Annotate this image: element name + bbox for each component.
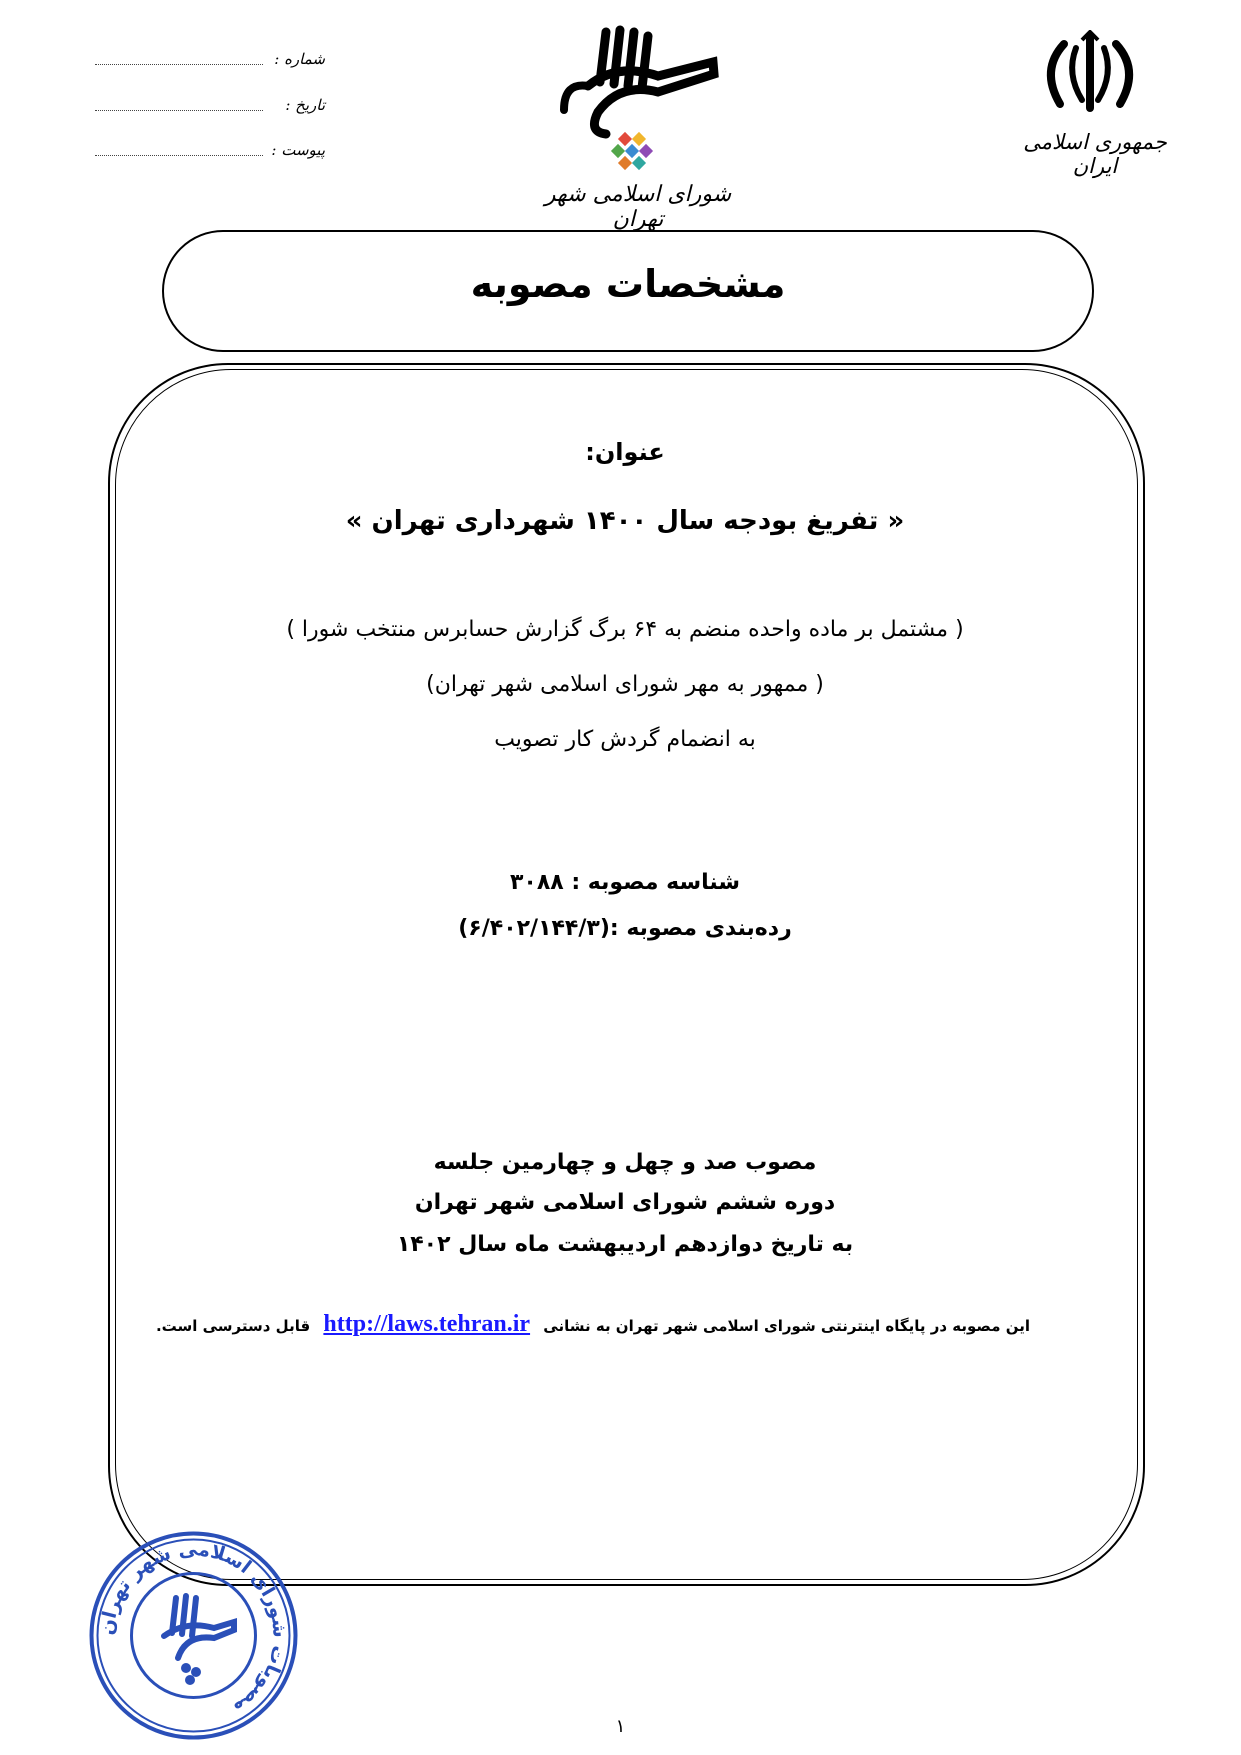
iran-emblem-logo bbox=[1010, 30, 1170, 178]
page-title: مشخصات مصوبه bbox=[470, 262, 786, 306]
description-line-2: ( ممهور به مهر شورای اسلامی شهر تهران) bbox=[426, 672, 824, 697]
subject-title: « تفریغ بودجه سال ۱۴۰۰ شهرداری تهران » bbox=[345, 506, 905, 536]
city-council-logo-text: شورای اسلامی شهر تهران bbox=[544, 182, 732, 232]
iran-emblem-icon bbox=[1010, 30, 1170, 120]
page-number: ۱ bbox=[615, 1716, 626, 1737]
title-box bbox=[162, 230, 1094, 352]
number-field bbox=[95, 50, 325, 72]
attachment-label: پیوست : bbox=[271, 141, 325, 159]
content-frame-inner bbox=[115, 369, 1138, 1580]
date-dotted-line bbox=[95, 110, 263, 111]
session-line-2: دوره ششم شورای اسلامی شهر تهران bbox=[414, 1190, 836, 1215]
subject-label: عنوان: bbox=[585, 438, 665, 466]
date-field bbox=[95, 96, 325, 118]
number-label: شماره : bbox=[274, 50, 325, 68]
attachment-field bbox=[95, 141, 325, 163]
attachment-dotted-line bbox=[95, 155, 263, 156]
description-line-1: ( مشتمل بر ماده واحده منضم به ۶۴ برگ گزارش حسابرس منتخب شورا ) bbox=[286, 617, 964, 642]
number-dotted-line bbox=[95, 64, 263, 65]
resolution-classification: رده‌بندی مصوبه :(۶/۴۰۲/۱۴۴/۳) bbox=[458, 916, 792, 941]
availability-prefix: این مصوبه در پایگاه اینترنتی شورای اسلامی شهر تهران به نشانی bbox=[543, 1317, 1030, 1335]
iran-emblem-text: جمهوری اسلامی ایران bbox=[1023, 130, 1167, 178]
session-line-3: به تاریخ دوازدهم اردیبهشت ماه سال ۱۴۰۲ bbox=[396, 1232, 854, 1257]
availability-suffix: قابل دسترسی است. bbox=[155, 1317, 311, 1335]
city-council-emblem-icon bbox=[528, 22, 748, 182]
description-line-3: به انضمام گردش کار تصویب bbox=[494, 727, 756, 752]
availability-notice bbox=[155, 1311, 1030, 1338]
date-label: تاریخ : bbox=[285, 96, 325, 114]
resolution-id: شناسه مصوبه : ۳۰۸۸ bbox=[509, 870, 741, 895]
council-seal-icon bbox=[86, 1528, 301, 1743]
session-line-1: مصوب صد و چهل و چهارمین جلسه bbox=[433, 1150, 817, 1175]
council-stamp bbox=[86, 1528, 301, 1743]
city-council-logo bbox=[528, 22, 748, 232]
stamp-ring-text: مصوبات شورای اسلامی شهر تهران bbox=[96, 1538, 291, 1720]
laws-website-link[interactable]: http://laws.tehran.ir bbox=[323, 1311, 531, 1337]
